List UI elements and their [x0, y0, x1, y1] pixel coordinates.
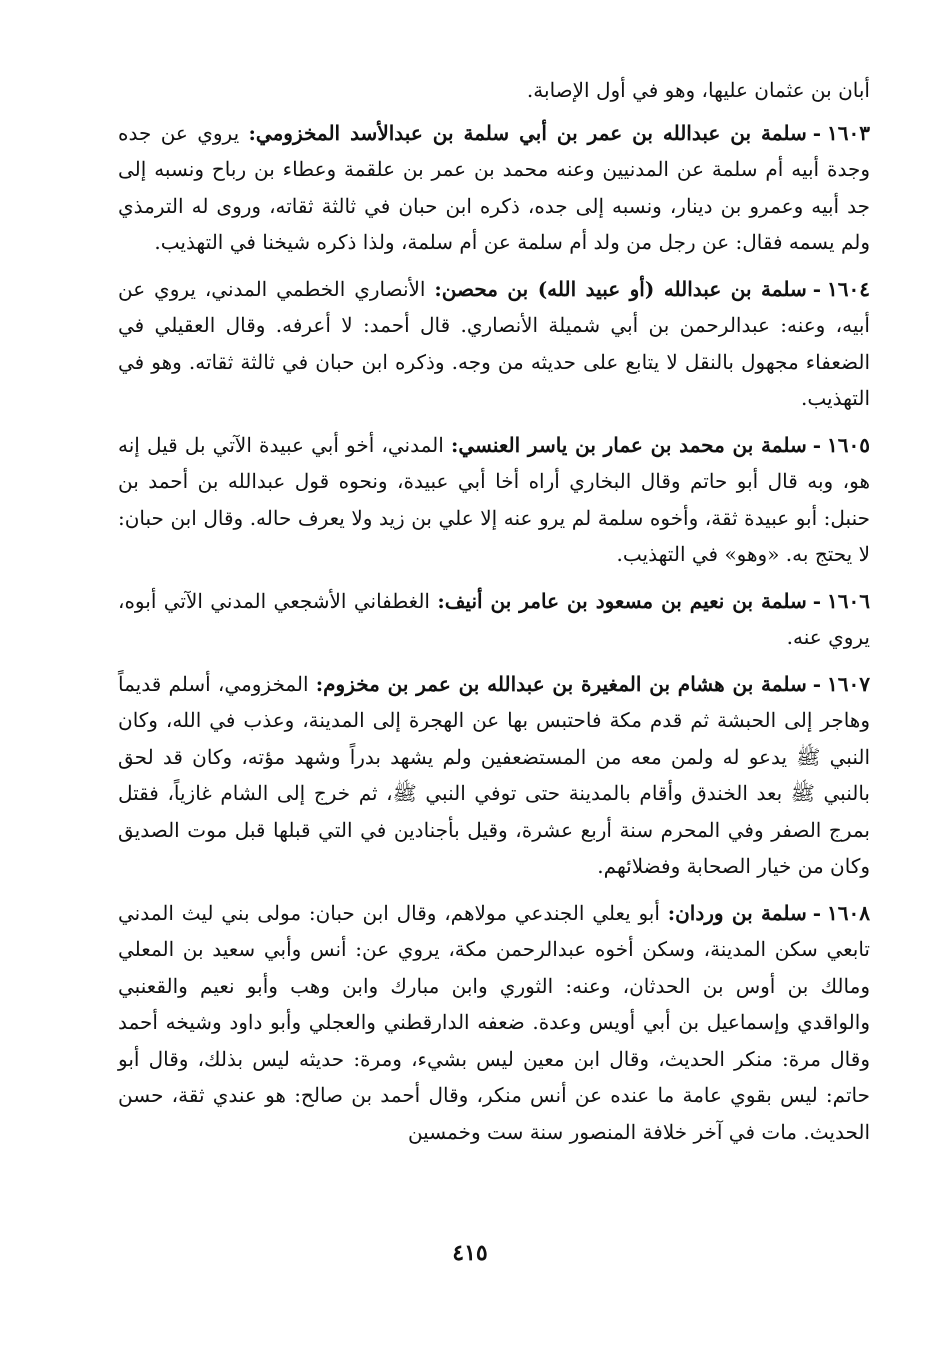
entry-1606	[118, 583, 870, 656]
entry-number: ١٦٠٨	[827, 900, 871, 925]
entry-heading: سلمة بن نعيم بن مسعود بن عامر بن أنيف:	[437, 588, 807, 613]
page-number: ٤١٥	[452, 1240, 488, 1266]
entry-number: ١٦٠٦	[827, 588, 870, 613]
entry-1603	[118, 115, 870, 261]
intro-text: أبان بن عثمان عليها، وهو في أول الإصابة.	[526, 78, 870, 102]
entry-dash: -	[812, 276, 822, 301]
entry-number: ١٦٠٥	[827, 432, 871, 457]
intro-paragraph	[118, 72, 870, 109]
entry-heading: سلمة بن هشام بن المغيرة بن عبدالله بن عمر بن مخزوم:	[315, 671, 807, 696]
entry-1608	[118, 895, 870, 1151]
entry-dash: -	[812, 900, 822, 925]
entry-dash: -	[812, 671, 822, 696]
entry-heading: سلمة بن عبدالله بن عمر بن أبي سلمة بن عبدالأسد المخزومي:	[248, 120, 807, 145]
entry-body: المخزومي، أسلم قديماً وهاجر إلى الحبشة ثم قدم مكة فاحتبس بها عن الهجرة إلى المدينة، وعذب في الله، وكان النبي ﷺ يدعو له ولمن معه من المستضعفين ولم يشهد بدراً وشهد مؤته، وكان قد لحق بالنبي ﷺ بعد الخندق وأقام بالمدينة حتى توفي النبي ﷺ، ثم خرج إلى الشام غازياً، فقتل بمرج الصفر وفي المحرم سنة أربع عشرة، وقيل بأجنادين في التي قبلها قبل موت الصديق وكان من خيار الصحابة وفضلائهم.	[118, 671, 870, 878]
entry-dash: -	[812, 588, 822, 613]
entry-dash: -	[812, 120, 822, 145]
entry-number: ١٦٠٧	[827, 671, 871, 696]
entry-body: المدني، أخو أبي عبيدة الآتي بل قيل إنه هو، وبه قال أبو حاتم وقال البخاري أراه أخا أبي عبيدة، ونحوه قول عبدالله بن أحمد بن حنبل: أبو عبيدة ثقة، وأخوه سلمة لم يرو عنه إلا علي بن زيد ولا يعرف حاله. وقال ابن حبان: لا يحتج به. «وهو» في التهذيب.	[118, 432, 870, 566]
entry-number: ١٦٠٣	[827, 120, 870, 145]
entry-body: الغطفاني الأشجعي المدني الآتي أبوه، يروي عنه.	[118, 588, 870, 649]
entry-dash: -	[812, 432, 822, 457]
entry-1604	[118, 271, 870, 417]
entry-heading: سلمة بن محمد بن عمار بن ياسر العنسي:	[450, 432, 807, 457]
entry-1605	[118, 427, 870, 573]
entry-body: يروي عن جده وجدة أبيه أم سلمة عن المدنيين وعنه محمد بن عمر بن علقمة وعطاء بن رباح ونسبه إلى جد أبيه وعمرو بن دينار، ونسبه إلى جده، ذكره ابن حبان في ثالثة ثقاته، وروى له الترمذي ولم يسمه فقال: عن رجل من ولد أم سلمة عن أم سلمة، ولذا ذكره شيخنا في التهذيب.	[118, 120, 870, 254]
entry-body: أبو يعلي الجندعي مولاهم، وقال ابن حبان: مولى بني ليث المدني تابعي سكن المدينة، وسكن أخوه عبدالرحمن مكة، يروي عن: أنس وأبي سعيد بن المعلي ومالك بن أوس بن الحدثان، وعنه: الثوري وابن مبارك وابن وهب وأبو نعيم والقعنبي والواقدي وإسماعيل بن أبي أويس وعدة. ضعفه الدارقطني والعجلي وأبو داود وشيخه أحمد وقال مرة: منكر الحديث، وقال ابن معين ليس بشيء، ومرة: حديثه ليس بذلك، وقال أبو حاتم: ليس بقوي عامة ما عنده عن أنس منكر، وقال أحمد بن صالح: هو عندي ثقة، حسن الحديث. مات في آخر خلافة المنصور سنة ست وخمسين	[118, 900, 870, 1144]
entry-heading: سلمة بن عبدالله (أو عبيد الله) بن محصن:	[434, 276, 807, 301]
page-text	[118, 72, 870, 1160]
entry-1607	[118, 666, 870, 885]
entry-body: الأنصاري الخطمي المدني، يروي عن أبيه، وعنه: عبدالرحمن بن أبي شميلة الأنصاري. قال أحمد: لا أعرفه. وقال العقيلي في الضعفاء مجهول بالنقل لا يتابع على حديثه من وجه. وذكره ابن حبان في ثالثة ثقاته. وهو في التهذيب.	[118, 276, 870, 410]
entry-number: ١٦٠٤	[827, 276, 870, 301]
entry-heading: سلمة بن وردان:	[667, 900, 807, 925]
